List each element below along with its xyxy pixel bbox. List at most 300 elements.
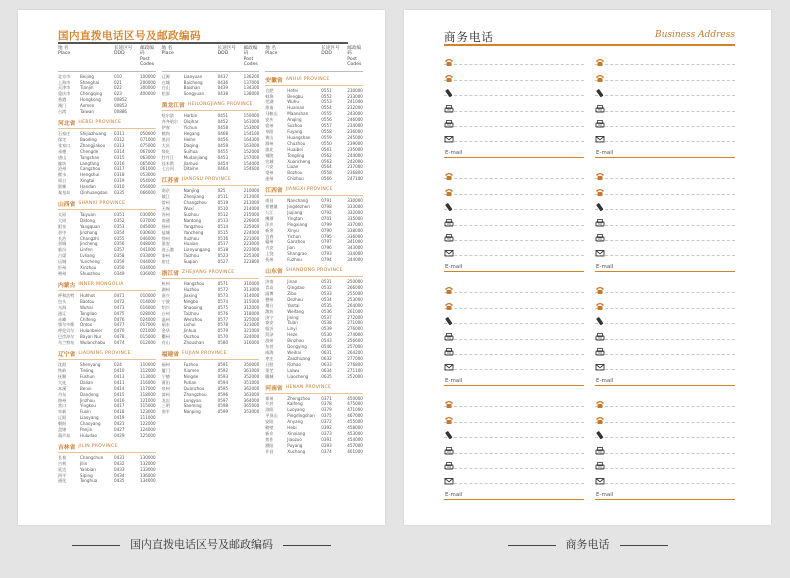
area-code: 0358 xyxy=(114,253,125,259)
area-code: 0456 xyxy=(217,136,229,142)
area-code: 0354 xyxy=(114,229,125,235)
post-code: 233000 xyxy=(347,93,363,99)
area-code: 0635 xyxy=(321,373,332,379)
post-code: 363000 xyxy=(243,391,260,397)
area-code: 00886 xyxy=(114,109,128,115)
city-row xyxy=(58,478,156,484)
city-name-en: Taiwan xyxy=(80,109,94,115)
city-name-cn: 呼和浩特 xyxy=(58,292,75,298)
city-name-cn: 镇江 xyxy=(161,194,170,200)
city-name-cn: 青岛 xyxy=(265,285,274,290)
contact-field-line xyxy=(595,81,735,96)
fax-icon xyxy=(595,99,605,109)
post-code: 455000 xyxy=(347,419,363,425)
area-code: 0533 xyxy=(321,290,332,296)
post-code: 134300 xyxy=(243,85,260,91)
city-name-cn: 枣庄 xyxy=(265,355,274,361)
post-code: 316000 xyxy=(243,340,260,346)
header-ddd xyxy=(321,46,347,68)
city-name-en: Qinhuangdao xyxy=(80,190,108,196)
post-code: 100000 xyxy=(140,73,156,79)
phone-icon xyxy=(444,182,454,192)
fax-icon xyxy=(595,441,605,451)
contact-field-line xyxy=(595,226,735,241)
city-row xyxy=(162,340,260,346)
area-code: 0598 xyxy=(217,403,229,409)
city-name-cn: 新乡 xyxy=(265,430,274,436)
contact-field-line xyxy=(444,195,584,210)
area-code: 0349 xyxy=(114,271,125,276)
contact-entry xyxy=(595,278,735,392)
contact-field-line xyxy=(444,340,584,355)
caption-rule xyxy=(620,545,668,546)
post-code: 246000 xyxy=(347,117,363,123)
header-place xyxy=(265,46,287,68)
city-name-cn: 聊城 xyxy=(265,373,274,379)
area-code: 0530 xyxy=(321,332,332,338)
city-name-en: Jian xyxy=(287,245,295,251)
header-post xyxy=(244,46,260,68)
area-code: 0335 xyxy=(114,190,125,196)
city-name-en: Huangshan xyxy=(287,134,311,140)
area-code: 0543 xyxy=(321,338,332,344)
city-name-cn: 宿迁 xyxy=(161,259,170,265)
area-code: 0373 xyxy=(321,430,332,436)
area-code: 0458 xyxy=(217,125,229,131)
province-name-cn: 辽宁省 xyxy=(58,352,76,359)
post-code: 164300 xyxy=(243,136,260,142)
post-code: 056000 xyxy=(140,184,156,190)
city-name-en: Huludao xyxy=(80,432,98,438)
city-name-cn: 新余 xyxy=(265,227,274,233)
contact-field-line xyxy=(444,423,584,438)
area-code: 0591 xyxy=(217,362,229,368)
province-heading xyxy=(265,266,363,277)
city-name-en: Heze xyxy=(287,332,298,338)
area-code: 0550 xyxy=(321,140,332,146)
fax-icon xyxy=(444,228,454,238)
area-code: 024 xyxy=(114,362,122,368)
contact-field-line xyxy=(595,438,735,453)
city-name-cn: 安阳 xyxy=(265,419,274,425)
area-code: 0416 xyxy=(114,397,125,403)
city-name-cn: 晋城 xyxy=(58,241,67,247)
mail-icon xyxy=(444,129,454,139)
post-code: 234000 xyxy=(347,123,363,129)
city-name-en: Luoyang xyxy=(287,407,305,413)
post-code: 050000 xyxy=(140,130,156,136)
header-post-en: Post Codes xyxy=(140,56,155,68)
city-name-en: Zhoushan xyxy=(183,340,204,346)
city-name-cn: 亳州 xyxy=(265,170,274,176)
city-name-cn: 上饶 xyxy=(265,251,274,257)
province-heading xyxy=(162,349,260,360)
city-name-cn: 大同 xyxy=(58,217,67,223)
post-code: 264200 xyxy=(347,349,363,355)
city-name-en: Changzhou xyxy=(183,200,207,206)
area-code: 0580 xyxy=(217,340,229,346)
city-row xyxy=(265,449,363,455)
city-name-en: Liaocheng xyxy=(287,373,309,379)
contact-field-line xyxy=(595,50,735,65)
city-name-cn: 杭州 xyxy=(161,281,170,287)
contact-field-line xyxy=(595,210,735,225)
city-name-en: Hangzhou xyxy=(183,281,205,287)
city-name-cn: 秦皇岛 xyxy=(58,190,71,196)
area-code: 0315 xyxy=(114,154,125,160)
post-code: 153000 xyxy=(243,125,260,131)
area-code: 0577 xyxy=(217,316,229,322)
contact-field-line xyxy=(444,96,584,111)
post-code: 237000 xyxy=(347,164,363,170)
post-code: 315000 xyxy=(243,298,260,304)
city-name-en: Sanming xyxy=(183,403,202,409)
city-name-en: Qingdao xyxy=(287,285,305,290)
area-code: 0798 xyxy=(321,204,332,210)
post-code: 264000 xyxy=(347,302,363,308)
city-name-en: Shangrao xyxy=(287,251,307,257)
mail-icon xyxy=(444,243,454,253)
post-code: 335000 xyxy=(347,215,363,221)
post-code: 461000 xyxy=(347,448,363,454)
city-name-en: Jinhua xyxy=(183,328,197,334)
mail-icon xyxy=(595,243,605,253)
city-name-cn: 抚顺 xyxy=(58,373,67,379)
city-name-en: Jilin xyxy=(80,460,88,466)
city-name-cn: 衡水 xyxy=(58,172,67,178)
post-code: 257000 xyxy=(347,344,363,350)
city-name-en: Jiaxing xyxy=(183,292,198,298)
header-spacer xyxy=(80,46,114,68)
mail-icon xyxy=(595,471,605,481)
fax-icon xyxy=(444,99,454,109)
city-name-cn: 四平 xyxy=(58,472,67,478)
caption-rule xyxy=(72,545,120,546)
city-name-en: Fuzhou xyxy=(183,362,199,368)
city-name-cn: 齐齐哈尔 xyxy=(161,119,179,125)
contact-field-line xyxy=(444,309,584,324)
city-name-cn: 长治 xyxy=(58,235,67,241)
contact-field-line xyxy=(595,127,735,142)
city-name-en: Tongling xyxy=(287,152,305,158)
contact-field-line xyxy=(444,355,584,370)
area-code: 0470 xyxy=(114,328,125,334)
post-code: 261000 xyxy=(347,308,363,314)
city-name-en: Huaibei xyxy=(287,146,303,152)
city-name-en: Baishan xyxy=(183,85,200,91)
area-code: 0374 xyxy=(321,448,332,454)
city-name-cn: 鹤岗 xyxy=(161,130,170,136)
city-name-cn: 佳木斯 xyxy=(161,160,174,166)
city-name-en: Harbin xyxy=(183,113,198,119)
header-place-cn: 地 名 xyxy=(58,46,69,51)
city-name-cn: 阳泉 xyxy=(58,223,67,229)
post-code: 247100 xyxy=(347,176,363,182)
post-code: 471000 xyxy=(347,407,363,413)
contact-field-line xyxy=(444,164,584,179)
area-code: 0632 xyxy=(321,355,332,361)
area-code: 0558 xyxy=(321,170,332,176)
city-name-cn: 温州 xyxy=(161,316,170,322)
province-heading xyxy=(162,100,260,111)
province-name-en: SHANDONG PROVINCE xyxy=(285,268,343,274)
area-code: 0375 xyxy=(321,413,332,419)
area-code: 0379 xyxy=(321,407,332,413)
area-code: 0511 xyxy=(217,194,229,200)
post-code: 132000 xyxy=(140,460,156,466)
post-code: 225000 xyxy=(243,223,260,229)
city-name-en: Nanchang xyxy=(287,198,308,204)
city-name-en: Beijing xyxy=(80,73,94,79)
column-header xyxy=(162,44,260,72)
city-name-cn: 铁岭 xyxy=(58,367,67,373)
city-name-cn: 鄂尔多斯 xyxy=(58,322,75,328)
area-code: 0531 xyxy=(321,279,332,285)
city-name-cn: 嘉兴 xyxy=(161,292,170,298)
post-code: 458000 xyxy=(347,425,363,431)
city-name-cn: 临汾 xyxy=(58,247,67,253)
post-code: 010000 xyxy=(140,292,156,298)
phone-icon xyxy=(444,410,454,420)
city-name-en: Chaoyang xyxy=(80,421,101,427)
city-name-cn: 铜陵 xyxy=(265,152,274,158)
city-name-en: Xinyu xyxy=(287,227,299,233)
province-name-cn: 山东省 xyxy=(265,269,283,276)
contact-entry xyxy=(444,164,584,278)
area-code: 0313 xyxy=(114,142,125,148)
area-code: 0514 xyxy=(217,223,229,229)
post-code: 044000 xyxy=(140,259,156,265)
contact-entry xyxy=(444,278,584,392)
contact-field-line xyxy=(595,278,735,293)
city-name-cn: 盐城 xyxy=(161,229,170,235)
post-code: 467000 xyxy=(347,413,363,419)
area-code: 0414 xyxy=(114,385,125,391)
header-ddd-cn: 长途区号 xyxy=(114,46,133,51)
city-name-en: Zaozhuang xyxy=(287,355,311,361)
post-code: 235000 xyxy=(347,146,363,152)
area-code: 0391 xyxy=(321,436,332,442)
city-name-en: Rizhao xyxy=(287,361,302,367)
post-code: 243000 xyxy=(347,111,363,117)
province-name-cn: 河北省 xyxy=(58,120,76,127)
header-ddd-en: DDD xyxy=(321,51,332,57)
area-code: 0795 xyxy=(321,233,332,239)
area-code: 0312 xyxy=(114,136,125,142)
city-name-cn: 淮北 xyxy=(265,146,274,152)
fax-icon xyxy=(595,114,605,124)
post-code: 017000 xyxy=(140,322,156,328)
post-code: 111000 xyxy=(140,415,156,421)
email-label: E-mail xyxy=(596,263,614,270)
city-name-cn: 绥化 xyxy=(161,148,170,154)
province-name-cn: 浙江省 xyxy=(161,271,180,278)
contact-field-line xyxy=(595,195,735,210)
city-name-cn: 通化 xyxy=(58,478,67,484)
province-name-en: SHANXI PROVINCE xyxy=(78,200,126,206)
city-name-cn: 池州 xyxy=(265,176,274,182)
city-name-en: Hegang xyxy=(183,130,200,136)
post-code: 125000 xyxy=(140,432,156,438)
post-code: 241000 xyxy=(347,99,363,105)
phone-icon xyxy=(444,166,454,176)
area-code: 0574 xyxy=(217,298,229,304)
area-code: 0523 xyxy=(217,253,229,259)
area-code: 0532 xyxy=(321,285,332,290)
area-code: 0355 xyxy=(114,235,125,241)
header-ddd-cn: 长途区号 xyxy=(321,46,340,51)
post-code: 341000 xyxy=(347,239,363,245)
post-code: 353000 xyxy=(243,409,260,415)
city-name-cn: 延边 xyxy=(58,466,67,472)
area-code: 0314 xyxy=(114,148,125,154)
city-name-en: Zhengzhou xyxy=(287,395,311,401)
contact-entry xyxy=(595,50,735,164)
post-code: 028000 xyxy=(140,310,156,316)
fax-icon xyxy=(444,456,454,466)
city-name-cn: 鹰潭 xyxy=(265,215,274,221)
area-code: 0572 xyxy=(217,287,229,292)
post-code: 271000 xyxy=(347,320,363,326)
area-code: 0631 xyxy=(321,349,332,355)
post-code: 321000 xyxy=(243,328,260,334)
city-name-en: Panjin xyxy=(80,427,93,433)
post-code: 152000 xyxy=(243,148,260,154)
contact-entry xyxy=(444,392,584,506)
province-name-cn: 江苏省 xyxy=(161,178,180,185)
city-name-en: Fuxin xyxy=(80,409,91,415)
area-code: 0792 xyxy=(321,209,332,215)
area-code: 0510 xyxy=(217,206,229,212)
city-name-en: Binzhou xyxy=(287,338,304,344)
mobile-icon xyxy=(444,197,454,207)
post-code: 054000 xyxy=(140,178,156,184)
post-code: 030600 xyxy=(140,229,156,235)
mail-icon xyxy=(595,129,605,139)
post-code: 213000 xyxy=(243,200,260,206)
email-label: E-mail xyxy=(445,491,463,498)
city-name-en: Fuyang xyxy=(287,128,303,134)
phone-icon xyxy=(595,280,605,290)
city-name-cn: 盘锦 xyxy=(58,427,67,433)
directory-column xyxy=(265,44,363,514)
city-name-cn: 日照 xyxy=(265,361,274,367)
city-name-en: Lishui xyxy=(183,322,196,328)
city-name-cn: 威海 xyxy=(265,349,274,355)
area-code: 0561 xyxy=(321,146,332,152)
header-place-en: Place xyxy=(58,51,71,57)
city-name-en: Jiamusi xyxy=(183,160,199,166)
post-code: 337000 xyxy=(347,221,363,227)
post-code: 075000 xyxy=(140,142,156,148)
post-code: 200000 xyxy=(140,79,156,85)
city-name-en: Fuzhou xyxy=(287,257,302,263)
city-name-en: Yangzhou xyxy=(183,223,204,229)
mobile-icon xyxy=(444,83,454,93)
city-name-cn: 白山 xyxy=(161,85,170,91)
city-name-en: Wenzhou xyxy=(183,316,203,322)
city-name-en: Jinzhou xyxy=(80,397,95,403)
city-row xyxy=(265,176,363,182)
post-code: 113000 xyxy=(140,373,156,379)
area-code: 0552 xyxy=(321,93,332,99)
post-code: 136000 xyxy=(140,472,156,478)
email-label: E-mail xyxy=(445,149,463,156)
left-caption-text: 国内直拨电话区号及邮政编码 xyxy=(130,538,273,551)
city-name-cn: 开封 xyxy=(265,401,274,407)
city-name-cn: 金华 xyxy=(161,328,170,334)
phone-icon xyxy=(595,410,605,420)
email-field-line xyxy=(595,484,735,499)
area-code: 0512 xyxy=(217,211,229,217)
city-name-cn: 太原 xyxy=(58,211,67,217)
area-code: 0594 xyxy=(217,379,229,385)
city-name-cn: 阜新 xyxy=(58,409,67,415)
city-name-en: Anyang xyxy=(287,419,303,425)
contact-field-line xyxy=(444,324,584,339)
area-code: 0597 xyxy=(217,397,229,403)
city-name-en: Chizhou xyxy=(287,176,304,182)
province-heading xyxy=(265,383,363,394)
post-code: 352000 xyxy=(243,373,260,379)
email-field-line xyxy=(595,142,735,157)
province-heading xyxy=(58,280,156,291)
post-code: 071000 xyxy=(140,136,156,142)
area-code: 0527 xyxy=(217,259,229,265)
city-name-en: Xuchang xyxy=(287,448,306,454)
area-code: 0421 xyxy=(114,421,125,427)
fax-icon xyxy=(595,228,605,238)
business-address-script: Business Address xyxy=(654,30,735,40)
city-name-cn: 朔州 xyxy=(58,271,67,276)
post-code: 034000 xyxy=(140,265,156,271)
post-code xyxy=(140,109,156,115)
city-name-en: Taiyuan xyxy=(80,211,96,217)
city-name-cn: 长春 xyxy=(58,454,67,460)
city-row xyxy=(265,374,363,380)
city-name-cn: 葫芦岛 xyxy=(58,432,71,438)
post-code: 161000 xyxy=(243,119,260,125)
header-ddd xyxy=(114,46,140,68)
city-name-cn: 抚州 xyxy=(265,257,274,263)
city-name-en: Xinzhou xyxy=(80,265,97,271)
post-code: 253000 xyxy=(347,296,363,302)
city-name-cn: 东营 xyxy=(265,344,274,350)
city-name-en: Ningde xyxy=(183,373,199,379)
post-code: 226000 xyxy=(243,217,260,223)
area-code: 0410 xyxy=(114,367,125,373)
city-name-cn: 合肥 xyxy=(265,87,274,93)
contact-field-line xyxy=(595,112,735,127)
city-name-en: Ningbo xyxy=(183,298,199,304)
area-code: 0351 xyxy=(114,211,125,217)
province-heading xyxy=(265,185,363,196)
city-name-en: Changzhi xyxy=(80,235,100,241)
city-name-en: Pingxiang xyxy=(287,221,308,227)
city-name-en: Hongkong xyxy=(80,97,101,103)
post-code: 112000 xyxy=(140,367,156,373)
fax-icon xyxy=(444,213,454,223)
area-code: 0468 xyxy=(217,130,229,136)
city-name-cn: 运城 xyxy=(58,259,67,265)
area-code: 0553 xyxy=(321,99,332,105)
area-code: 0516 xyxy=(217,235,229,241)
area-code: 0799 xyxy=(321,221,332,227)
mail-icon xyxy=(444,357,454,367)
city-name-en: Nanjing xyxy=(183,188,200,194)
province-heading xyxy=(58,442,156,453)
area-code: 0417 xyxy=(114,403,125,409)
